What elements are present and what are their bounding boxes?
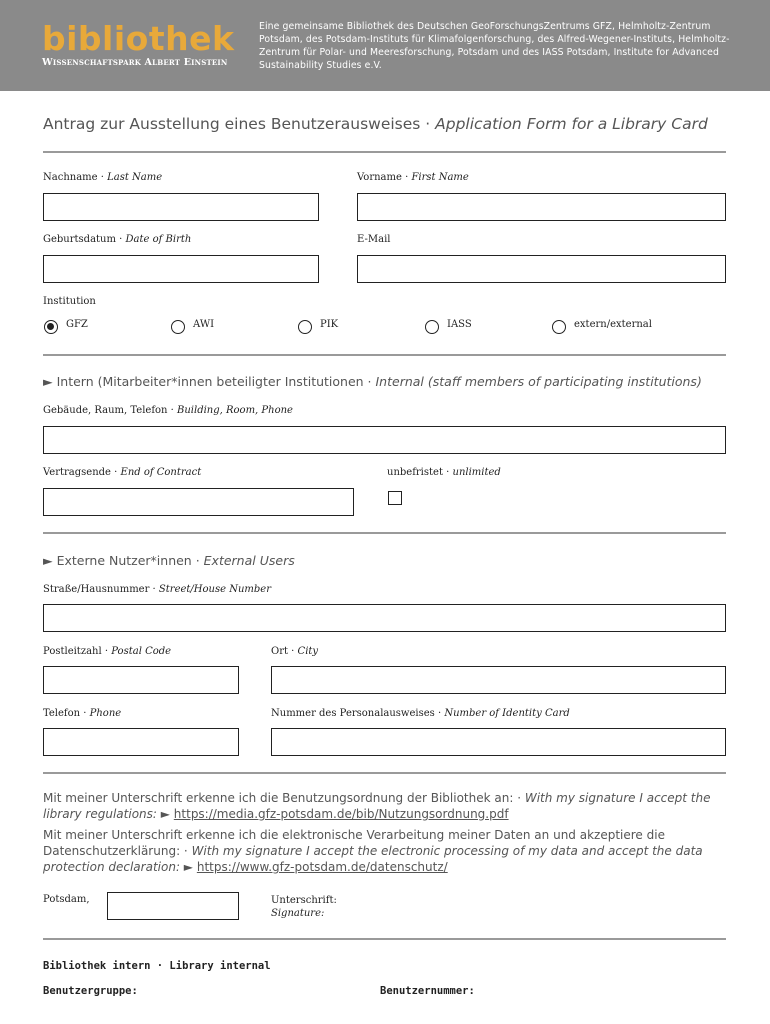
building-room-phone-field[interactable] (43, 426, 726, 454)
email-field[interactable] (357, 255, 726, 283)
signature-label: Unterschrift: Signature: (271, 895, 337, 919)
form-title-en: Application Form for a Library Card (435, 115, 708, 133)
form-title-de: Antrag zur Ausstellung eines Benutzerausweises · (43, 115, 436, 133)
city-label: Ort · City (271, 646, 319, 657)
consent-regulations: Mit meiner Unterschrift erkenne ich die Benutzungsordnung der Bibliothek an: · With my signature I accept the library regulations: ► https://media.gfz-potsdam.de/bib/Nutzungsordnung.pdf (43, 791, 711, 821)
first-name-label: Vorname · First Name (357, 172, 469, 183)
email-label: E-Mail (357, 234, 391, 245)
header-description: Eine gemeinsame Bibliothek des Deutschen GeoForschungsZentrums GFZ, Helmholtz-Zentrum Potsdam, des Potsdam-Instituts für Klimafolgenforschung, des Alfred-Wegener-Instituts, Helmholtz-Zentrum für Polar- und Meeresforschung, Potsdam und des IASS Potsdam, Institute for Advanced Sustainability Studies e.V. (259, 21, 730, 71)
regulations-link[interactable]: https://media.gfz-potsdam.de/bib/Nutzungsordnung.pdf (173, 807, 509, 821)
radio-awi-label: AWI (193, 319, 215, 330)
divider (43, 354, 726, 356)
consent-data-protection: Mit meiner Unterschrift erkenne ich die elektronische Verarbeitung meiner Daten an und akzeptiere die Datenschutzerklärung: · With my signature I accept the electronic processing of my data and accept the data protection declaration: ► https://www.gfz-potsdam.de/datenschutz/ (43, 828, 703, 874)
phone-field[interactable] (43, 728, 239, 756)
id-card-label: Nummer des Personalausweises · Number of Identity Card (271, 708, 570, 719)
place-label: Potsdam, (43, 894, 90, 905)
dob-label: Geburtsdatum · Date of Birth (43, 234, 192, 245)
id-card-field[interactable] (271, 728, 726, 756)
logo-wordmark: bibliothek (42, 19, 235, 58)
street-label: Straße/Hausnummer · Street/House Number (43, 584, 271, 595)
radio-external-label: extern/external (574, 319, 652, 330)
phone-label: Telefon · Phone (43, 708, 122, 719)
form-title (43, 115, 708, 133)
city-field[interactable] (271, 666, 726, 694)
data-protection-link[interactable]: https://www.gfz-potsdam.de/datenschutz/ (196, 860, 448, 874)
dob-field[interactable] (43, 255, 319, 283)
unlimited-checkbox[interactable] (388, 491, 402, 505)
library-logo (42, 19, 247, 68)
divider (43, 772, 726, 774)
last-name-field[interactable] (43, 193, 319, 221)
user-number-label: Benutzernummer: (380, 985, 475, 997)
street-field[interactable] (43, 604, 726, 632)
contract-end-label: Vertragsende · End of Contract (43, 467, 202, 478)
unlimited-label: unbefristet · unlimited (387, 467, 501, 478)
last-name-label: Nachname · Last Name (43, 172, 163, 183)
internal-section-heading: ► Intern (Mitarbeiter*innen beteiligter Institutionen · Internal (staff members of participating institutions) (43, 374, 702, 389)
institution-label: Institution (43, 296, 96, 307)
radio-gfz-label: GFZ (66, 319, 88, 330)
divider (43, 938, 726, 940)
radio-awi[interactable] (171, 320, 185, 334)
radio-iass-label: IASS (447, 319, 472, 330)
library-internal-heading: Bibliothek intern · Library internal (43, 960, 271, 972)
first-name-field[interactable] (357, 193, 726, 221)
divider (43, 532, 726, 534)
radio-external[interactable] (552, 320, 566, 334)
radio-iass[interactable] (425, 320, 439, 334)
user-group-label: Benutzergruppe: (43, 985, 138, 997)
postal-code-field[interactable] (43, 666, 239, 694)
contract-end-field[interactable] (43, 488, 354, 516)
date-field[interactable] (107, 892, 239, 920)
divider (43, 151, 726, 153)
radio-pik[interactable] (298, 320, 312, 334)
radio-gfz[interactable] (44, 320, 58, 334)
radio-pik-label: PIK (320, 319, 339, 330)
page-header (0, 0, 770, 91)
logo-subtitle: Wissenschaftspark Albert Einstein (42, 57, 228, 68)
external-section-heading: ► Externe Nutzer*innen · External Users (43, 553, 295, 568)
postal-code-label: Postleitzahl · Postal Code (43, 646, 172, 657)
building-label: Gebäude, Raum, Telefon · Building, Room, Phone (43, 405, 293, 416)
